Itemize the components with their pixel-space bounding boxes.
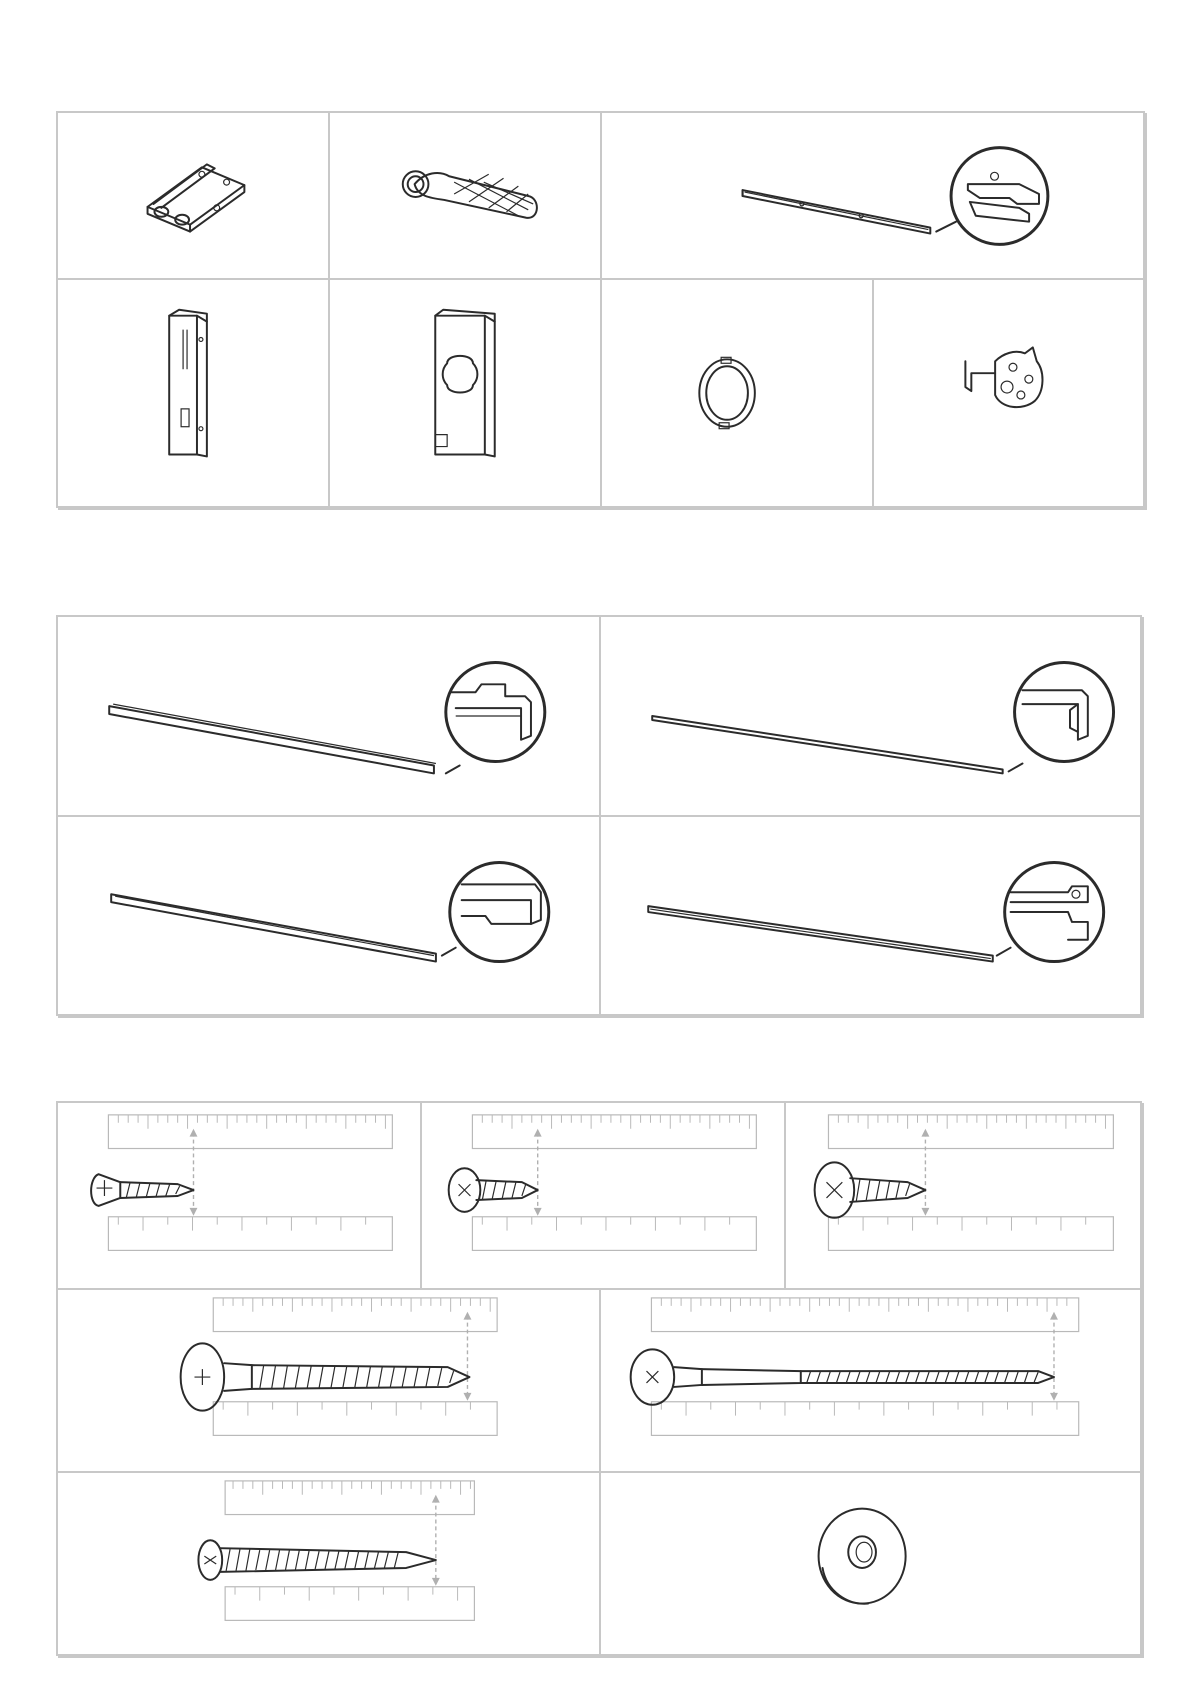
fastener-extra-long-screw xyxy=(601,1290,1144,1473)
short-pan-screw-drawing xyxy=(449,1168,538,1212)
ruler-top xyxy=(108,1115,392,1149)
part-track-assembly xyxy=(602,113,1147,280)
ruler-bottom xyxy=(213,1402,497,1436)
ruler-bottom xyxy=(828,1217,1113,1251)
fastener-short-pan-screw xyxy=(422,1103,786,1290)
bottom-rail-drawing xyxy=(111,863,549,962)
rail-bottom xyxy=(58,817,601,1018)
rail-slotted xyxy=(601,817,1144,1018)
pan-screw-svg xyxy=(786,1103,1142,1288)
round-spacer-svg xyxy=(601,1473,1142,1656)
part-knob-handle xyxy=(330,113,602,280)
rail-guide xyxy=(601,617,1144,817)
hardware-parts-grid xyxy=(56,111,1145,508)
top-rail-drawing xyxy=(109,663,545,774)
fastener-pan-screw xyxy=(786,1103,1144,1290)
hinge-drawing xyxy=(148,164,245,231)
guide-rail-drawing xyxy=(652,663,1113,774)
rail-top xyxy=(58,617,601,817)
extra-long-screw-drawing xyxy=(631,1349,1054,1404)
long-pan-screw-svg xyxy=(58,1290,599,1471)
fastener-long-pan-screw xyxy=(58,1290,601,1473)
part-strike-plate xyxy=(58,280,330,510)
fastener-countersunk-screw xyxy=(58,1103,422,1290)
part-cam-bracket xyxy=(874,280,1147,510)
ruler-top xyxy=(828,1115,1113,1149)
ruler-top xyxy=(472,1115,756,1149)
rail-profiles-grid xyxy=(56,615,1142,1016)
thin-screw-drawing xyxy=(198,1540,435,1580)
part-lock-plate xyxy=(330,280,602,510)
track-assembly-drawing xyxy=(743,148,1048,245)
short-pan-screw-svg xyxy=(422,1103,784,1288)
slotted-rail-drawing xyxy=(648,863,1103,962)
thin-screw-svg xyxy=(58,1473,599,1656)
fastener-thin-screw xyxy=(58,1473,601,1658)
knob-handle-drawing xyxy=(403,171,537,218)
countersunk-screw-drawing xyxy=(91,1174,193,1206)
ruler-bottom xyxy=(651,1402,1078,1436)
pan-screw-drawing xyxy=(815,1162,926,1217)
extra-long-screw-svg xyxy=(601,1290,1142,1471)
long-pan-screw-drawing xyxy=(181,1343,470,1410)
strike-plate-drawing xyxy=(169,310,207,457)
part-hinge xyxy=(58,113,330,280)
fastener-round-spacer xyxy=(601,1473,1144,1658)
round-spacer-drawing xyxy=(819,1509,906,1604)
ruler-top xyxy=(651,1298,1078,1332)
cam-bracket-drawing xyxy=(965,347,1042,407)
ruler-bottom xyxy=(225,1587,474,1621)
ring-collar-drawing xyxy=(699,357,755,428)
lock-plate-drawing xyxy=(435,310,494,457)
ruler-bottom xyxy=(108,1217,392,1251)
fasteners-grid xyxy=(56,1101,1142,1656)
countersunk-screw-svg xyxy=(58,1103,420,1288)
ruler-top xyxy=(213,1298,497,1332)
ruler-bottom xyxy=(472,1217,756,1251)
part-ring-collar xyxy=(602,280,874,510)
